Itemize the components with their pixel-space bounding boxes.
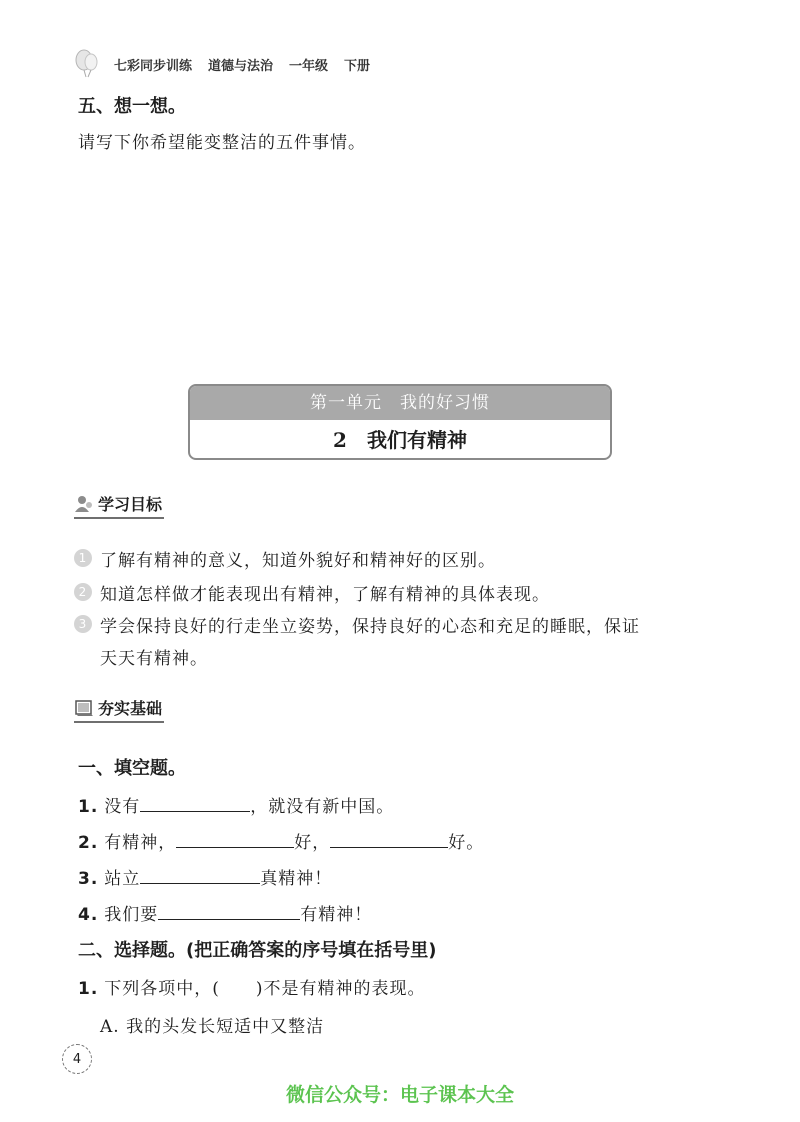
header-subject: 道德与法治 [208, 58, 274, 74]
goal-number: 2 [74, 583, 92, 601]
header-book: 七彩同步训练 [114, 58, 193, 74]
header-volume: 下册 [344, 58, 371, 74]
unit-title: 第一单元 我的好习惯 [190, 386, 610, 420]
fill-question-2: 2. 有精神， 好， 好。 [78, 828, 484, 853]
fill-question-4: 4. 我们要 有精神！ [78, 900, 372, 925]
basics-title: 夯实基础 [98, 699, 163, 718]
answer-blank[interactable] [140, 865, 260, 884]
goal-item [74, 546, 496, 571]
balloon-icon [72, 49, 102, 79]
goals-title: 学习目标 [98, 495, 163, 514]
goal-text: 了解有精神的意义，知道外貌好和精神好的区别。 [100, 551, 496, 571]
goal-item [74, 580, 550, 605]
header-grade: 一年级 [289, 58, 329, 74]
choice-title: 二、选择题。(把正确答案的序号填在括号里) [78, 940, 437, 961]
goals-heading [74, 492, 162, 515]
page-number: 4 [62, 1044, 92, 1074]
choice-option-a[interactable]: A. 我的头发长短适中又整洁 [100, 1017, 325, 1037]
answer-blank[interactable] [140, 793, 250, 812]
lesson-title: 2 我们有精神 [333, 428, 467, 452]
book-icon [74, 698, 94, 718]
fill-title: 一、填空题。 [78, 758, 186, 779]
answer-blank[interactable] [176, 829, 294, 848]
goal-number: 3 [74, 615, 92, 633]
section-5-prompt: 请写下你希望能变整洁的五件事情。 [78, 133, 366, 153]
goal-item [74, 612, 640, 637]
goal-text: 知道怎样做才能表现出有精神，了解有精神的具体表现。 [100, 585, 550, 605]
choice-question-1: 1. 下列各项中，( )不是有精神的表现。 [78, 979, 426, 999]
fill-question-3: 3. 站立 真精神！ [78, 864, 332, 889]
answer-blank[interactable] [158, 901, 300, 920]
unit-title-box [188, 384, 612, 460]
answer-blank[interactable] [330, 829, 448, 848]
goal-text-continued: 天天有精神。 [100, 649, 208, 669]
basics-heading [74, 696, 162, 719]
goal-text: 学会保持良好的行走坐立姿势，保持良好的心态和充足的睡眠，保证 [100, 617, 640, 637]
section-5-title: 五、想一想。 [78, 96, 186, 117]
fill-question-1: 1. 没有 ，就没有新中国。 [78, 792, 394, 817]
goal-number: 1 [74, 549, 92, 567]
footer-watermark: 微信公众号：电子课本大全 [285, 1084, 514, 1106]
page-header [72, 50, 370, 78]
learner-icon [74, 494, 94, 514]
